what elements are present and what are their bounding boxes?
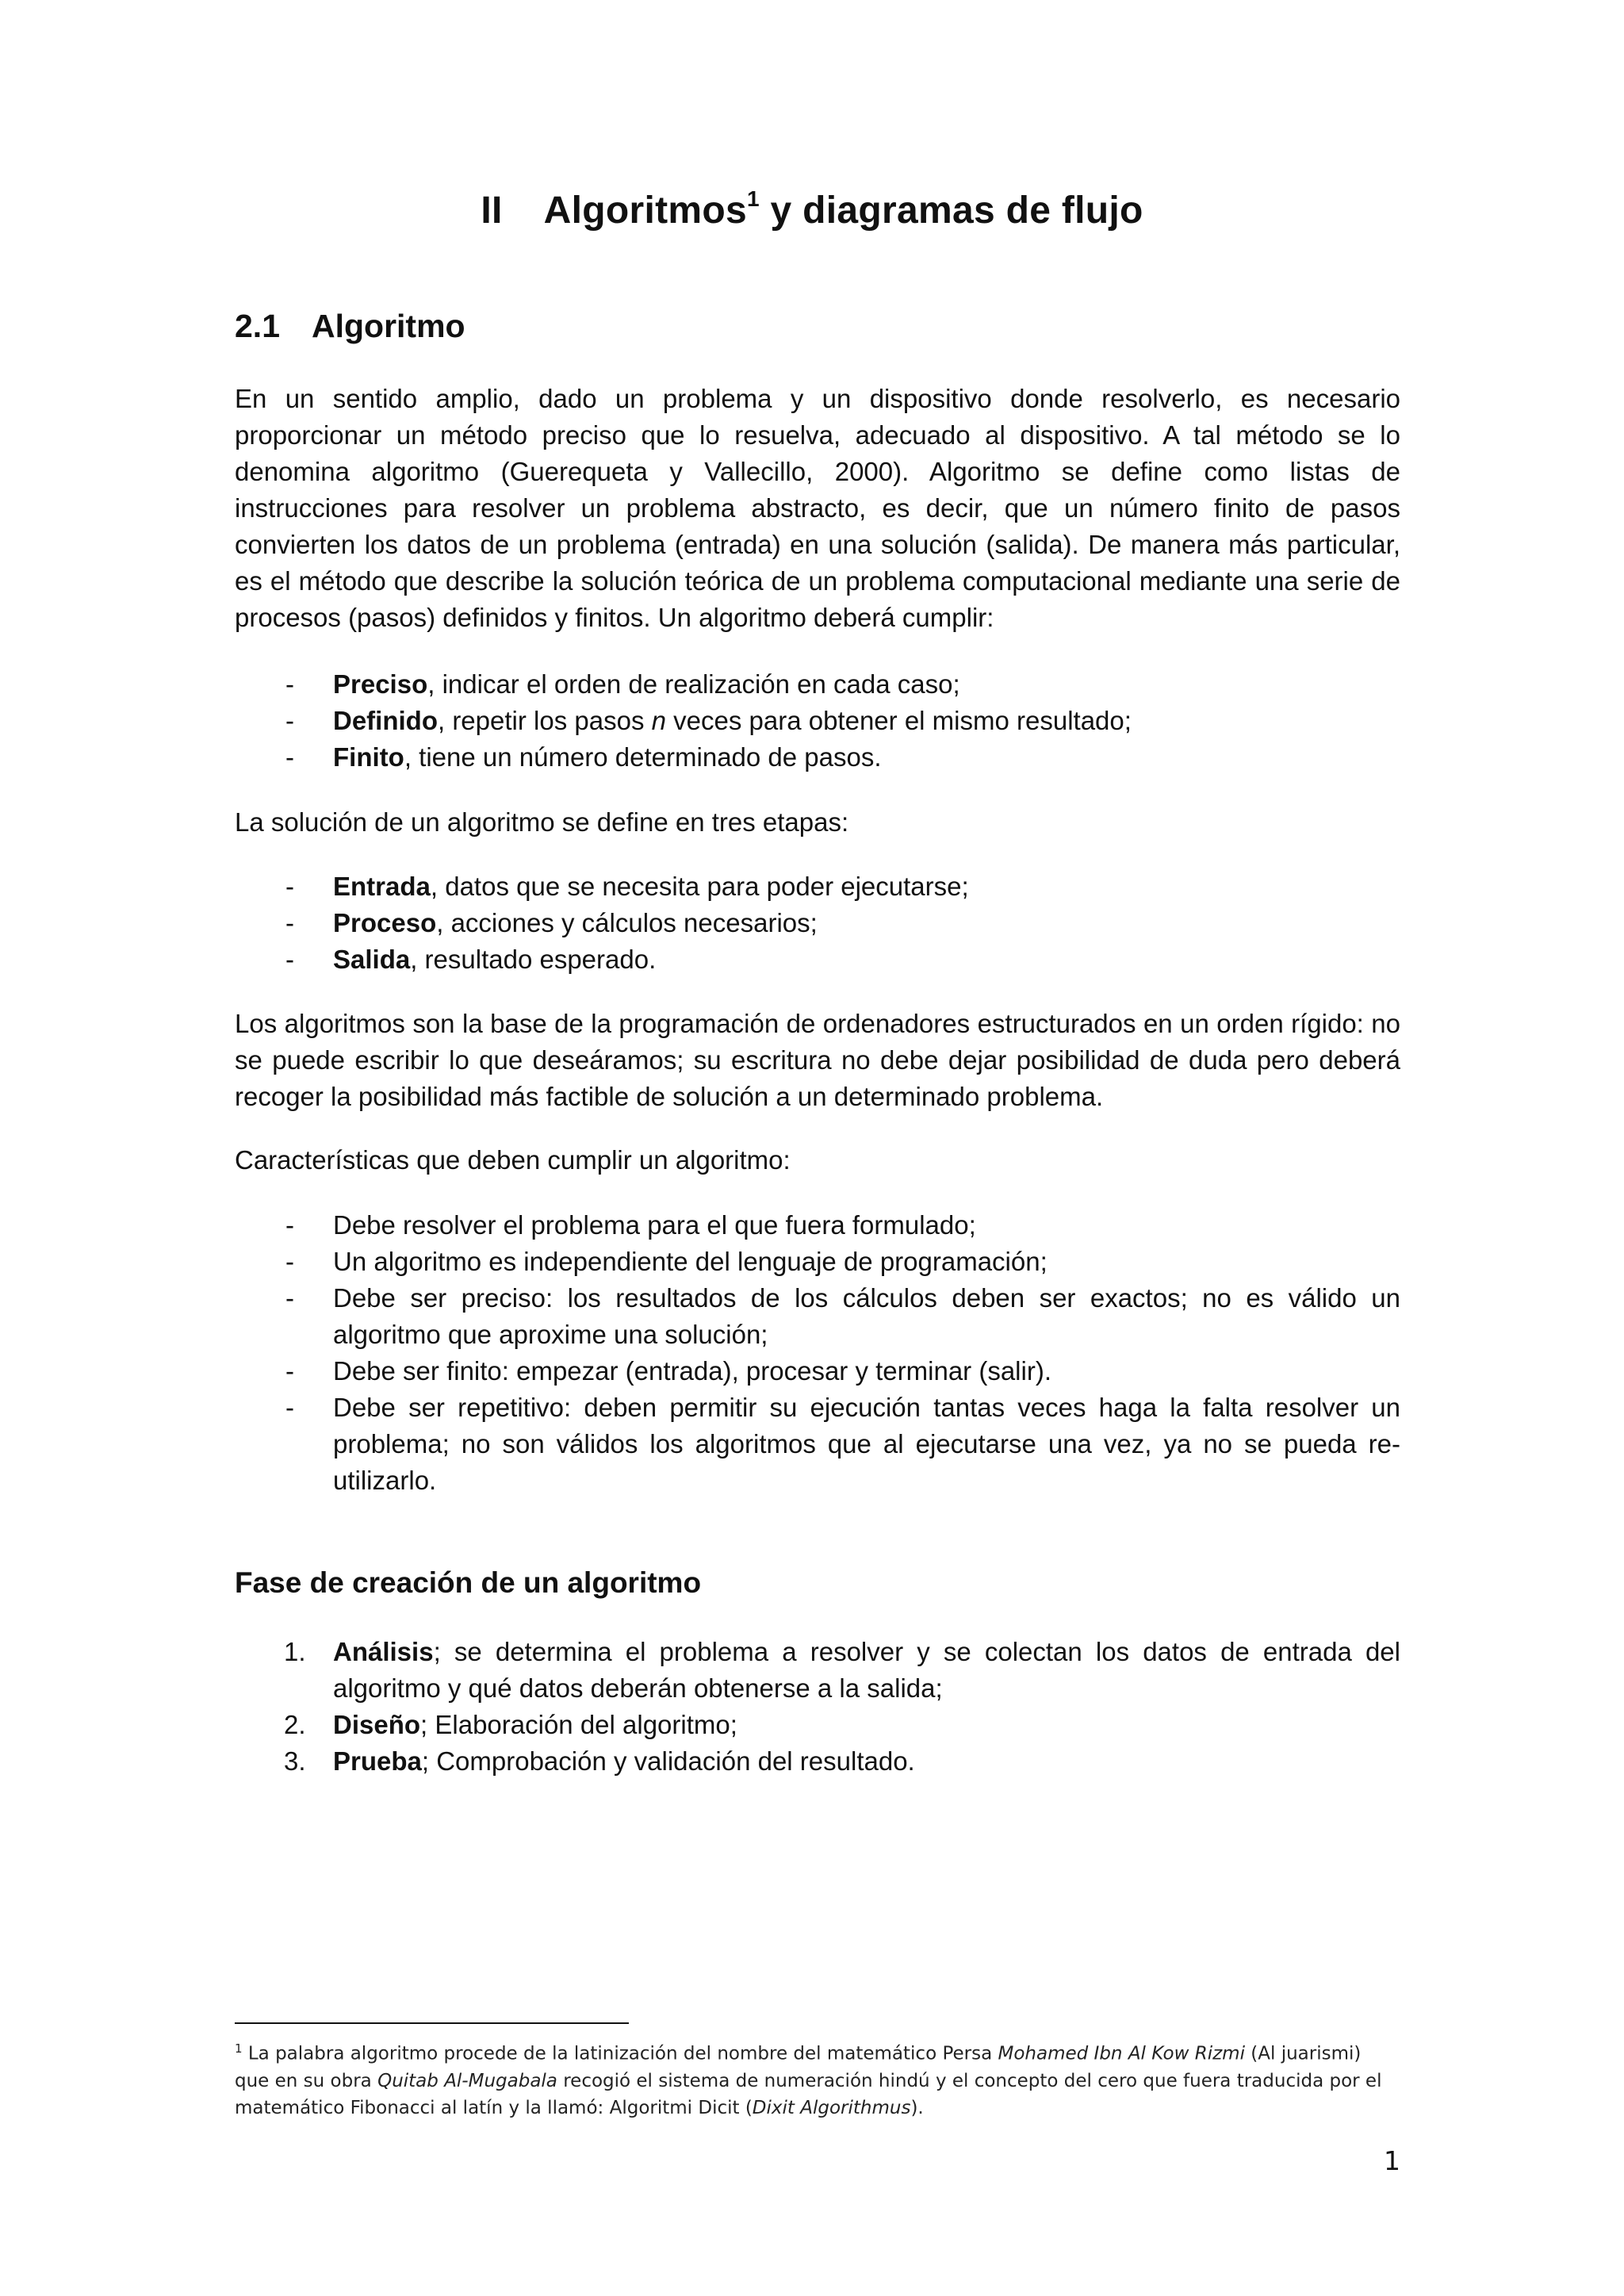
item-text: , acciones y cálculos necesarios;	[436, 908, 818, 937]
list-item	[235, 666, 1400, 703]
characteristics-list-block	[235, 1207, 1400, 1499]
characteristics-intro-block	[235, 1142, 1400, 1179]
list-bullet: -	[285, 945, 294, 974]
list-bullet: -	[285, 908, 294, 937]
item-text: ; se determina el problema a resolver y se colectan los datos de entrada del algoritmo y qué datos deberán obtenerse a la salida;	[333, 1637, 1400, 1703]
term: Diseño	[333, 1710, 421, 1739]
term: Análisis	[333, 1637, 434, 1666]
list-bullet: -	[285, 669, 294, 699]
list-bullet: -	[285, 1283, 294, 1313]
term: Prueba	[333, 1746, 422, 1776]
requirements-list	[235, 666, 1400, 776]
item-text: , indicar el orden de realización en cada caso;	[427, 669, 960, 699]
item-text: , resultado esperado.	[410, 945, 657, 974]
footnote-text: La palabra algoritmo procede de la latinización del nombre del matemático Persa	[247, 2043, 998, 2064]
list-item	[235, 1707, 1400, 1743]
item-text: Debe resolver el problema para el que fuera formulado;	[333, 1210, 976, 1240]
list-item	[235, 1207, 1400, 1244]
phases-list	[235, 1634, 1400, 1780]
list-item	[235, 1389, 1400, 1499]
list-item	[235, 1280, 1400, 1353]
item-text: , repetir los pasos	[437, 706, 652, 735]
intro-block	[235, 381, 1400, 636]
item-text: Debe ser preciso: los resultados de los cálculos deben ser exactos; no es válido un algoritmo que aproxime una solución;	[333, 1283, 1400, 1349]
item-text: Debe ser finito: empezar (entrada), procesar y terminar (salir).	[333, 1356, 1051, 1386]
term: Preciso	[333, 669, 428, 699]
item-text: ; Comprobación y validación del resultado.	[421, 1746, 915, 1776]
characteristics-intro: Características que deben cumplir un algoritmo:	[235, 1145, 791, 1175]
phases-list-block	[235, 1634, 1400, 1780]
list-item	[235, 739, 1400, 776]
item-text: veces para obtener el mismo resultado;	[665, 706, 1132, 735]
footnote-divider	[235, 2022, 629, 2024]
stages-list-block	[235, 868, 1400, 978]
footnote-text: ).	[910, 2097, 924, 2118]
list-bullet: -	[285, 1356, 294, 1386]
stages-intro: La solución de un algoritmo se define en tres etapas:	[235, 807, 849, 837]
term: Finito	[333, 742, 404, 772]
footnote-italic-work: Quitab Al-Mugabala	[377, 2070, 557, 2091]
list-item	[235, 1743, 1400, 1780]
list-bullet: -	[285, 742, 294, 772]
list-number: 3.	[284, 1746, 306, 1776]
chapter-title-rest: y diagramas de flujo	[759, 190, 1143, 232]
chapter-title-main: Algoritmos	[543, 190, 747, 232]
stages-intro-block	[235, 804, 1400, 841]
list-bullet: -	[285, 1210, 294, 1240]
item-text: Un algoritmo es independiente del lenguaje de programación;	[333, 1247, 1048, 1276]
stages-list	[235, 868, 1400, 978]
footnote-italic-name: Mohamed Ibn Al Kow Rizmi	[998, 2043, 1245, 2064]
list-item	[235, 941, 1400, 978]
intro-paragraph: En un sentido amplio, dado un problema y un dispositivo donde resolverlo, es necesario proporcionar un método preciso que lo resuelva, adecuado al dispositivo. A tal método se lo denomina algoritmo (Guerequeta y Vallecillo, 2000). Algoritmo se define como listas de instrucciones para resolver un problema abstracto, es decir, que un número finito de pasos convierten los datos de un problema (entrada) en una solución (salida). De manera más particular, es el método que describe la solución teórica de un problema computacional mediante una serie de procesos (pasos) definidos y finitos. Un algoritmo deberá cumplir:	[235, 384, 1400, 632]
footnote-text: (Al juarismi) que en su obra	[235, 2043, 1362, 2091]
list-number: 1.	[284, 1637, 306, 1666]
section-title: Algoritmo	[312, 308, 465, 344]
item-text: Debe ser repetitivo: deben permitir su ejecución tantas veces haga la falta resolver un problema; no son válidos los algoritmos que al ejecutarse una vez, ya no se pueda re-utilizarlo.	[333, 1393, 1400, 1495]
list-item	[235, 703, 1400, 739]
requirements-list-block	[235, 666, 1400, 776]
list-bullet: -	[285, 1393, 294, 1422]
item-text: , datos que se necesita para poder ejecutarse;	[430, 872, 969, 901]
chapter-title	[0, 186, 1624, 232]
term: Entrada	[333, 872, 431, 901]
section-number: 2.1	[235, 308, 280, 344]
list-item	[235, 905, 1400, 941]
base-paragraph-block	[235, 1006, 1400, 1115]
section-heading	[235, 308, 465, 345]
item-text: ; Elaboración del algoritmo;	[420, 1710, 737, 1739]
footnote-reference[interactable]: 1	[746, 186, 760, 211]
phase-heading: Fase de creación de un algoritmo	[235, 1566, 702, 1599]
item-text: , tiene un número determinado de pasos.	[404, 742, 882, 772]
term: Proceso	[333, 908, 437, 937]
list-item	[235, 1244, 1400, 1280]
list-item	[235, 1353, 1400, 1389]
list-number: 2.	[284, 1710, 306, 1739]
term: Definido	[333, 706, 438, 735]
characteristics-list	[235, 1207, 1400, 1499]
list-bullet: -	[285, 1247, 294, 1276]
footnote	[235, 2035, 1400, 2122]
list-bullet: -	[285, 706, 294, 735]
footnote-text: recogió el sistema de numeración hindú y el concepto del cero que fuera traducida por el matemático Fibonacci al latín y la llamó: Algoritmi Dicit (	[235, 2070, 1382, 2118]
list-item	[235, 1634, 1400, 1707]
list-item	[235, 868, 1400, 905]
footnote-italic-latin: Dixit Algorithmus	[752, 2097, 911, 2118]
base-paragraph: Los algoritmos son la base de la programación de ordenadores estructurados en un orden rígido: no se puede escribir lo que deseáramos; su escritura no debe dejar posibilidad de duda pero deberá recoger la posibilidad más factible de solución a un determinado problema.	[235, 1009, 1400, 1111]
italic-variable: n	[651, 706, 666, 735]
list-bullet: -	[285, 872, 294, 901]
page-number: 1	[1384, 2145, 1400, 2176]
term: Salida	[333, 945, 411, 974]
chapter-number: II	[481, 190, 503, 232]
footnote-number: 1	[235, 2041, 243, 2056]
